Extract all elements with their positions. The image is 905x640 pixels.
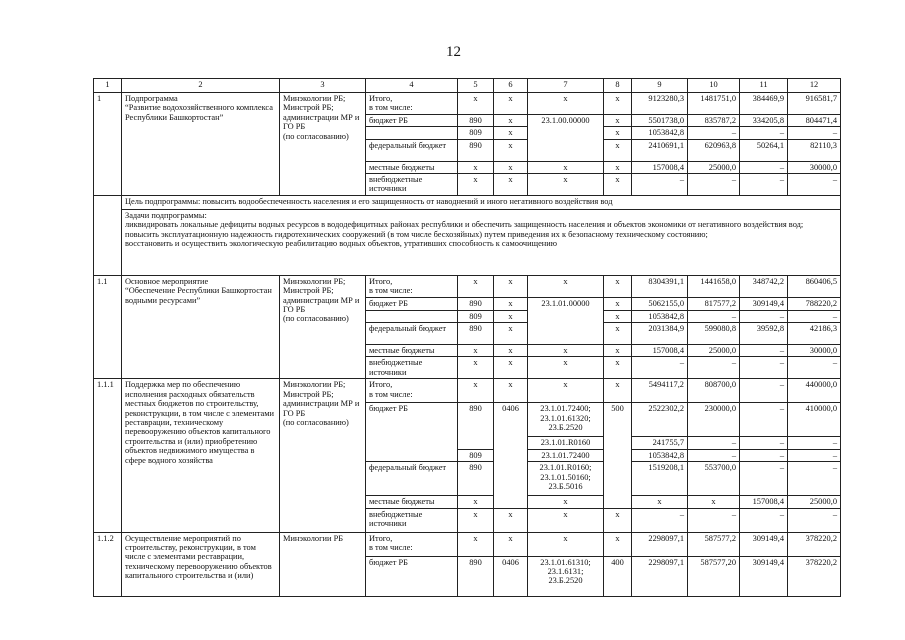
year-value: 309149,4 [740,532,788,556]
year-value: 8304391,1 [632,275,688,297]
code-cell: х [458,508,494,532]
year-value: 2522302,2 [632,403,688,437]
column-header: 6 [494,79,528,93]
code-cell: 890 [458,556,494,596]
year-value: – [740,462,788,496]
expense-type-cell: х [604,345,632,357]
expense-type-cell: х [604,161,632,173]
year-value: 1053842,8 [632,310,688,322]
section-cell: х [494,297,528,310]
target-article-cell: х [528,275,604,297]
year-value: 42186,3 [788,323,841,345]
funding-source: Итого, в том числе: [366,275,458,297]
year-value: – [740,345,788,357]
year-value: – [788,174,841,196]
table-row [94,93,841,115]
code-cell: х [528,496,604,508]
year-value: 599080,8 [688,323,740,345]
item-executor: Минэкологии РБ; Минстрой РБ; администрации МР и ГО РБ (по согласованию) [280,93,366,196]
year-value: 2031384,9 [632,323,688,345]
section-cell: х [494,310,528,322]
item-number: 1.1.1 [94,379,122,532]
expense-type-cell: х [604,93,632,115]
target-article-cell: х [528,93,604,115]
section-cell: х [494,139,528,161]
funding-source: внебюджетные источники [366,357,458,379]
section-cell: х [494,161,528,173]
grbs-cell: 890 [458,462,494,496]
column-header: 2 [122,79,280,93]
year-value: 860406,5 [788,275,841,297]
header-row [94,79,841,93]
year-value: 835787,2 [688,114,740,126]
code-cell: х [458,496,494,508]
target-article-cell: 23.1.01.R0160; 23.1.01.50160; 23.Б.5016 [528,462,604,496]
expense-type-cell: х [604,323,632,345]
year-value: 1441658,0 [688,275,740,297]
year-value: 309149,4 [740,297,788,310]
target-article-cell: х [528,174,604,196]
column-header: 1 [94,79,122,93]
grbs-cell: х [458,345,494,357]
funding-source: местные бюджеты [366,345,458,357]
code-cell: 400 [604,556,632,596]
year-value: 82110,3 [788,139,841,161]
section-cell: 0406 [494,403,528,508]
year-value: – [788,437,841,449]
funding-source: федеральный бюджет [366,139,458,161]
item-name: Поддержка мер по обеспечению исполнения расходных обязательств местных бюджетов по строительству, реконструкции, в том числе с элементами реставрации, техническому перевооружению объектов капитального строительства и (или) приобретению объектов недвижимого имущества в сфере водного хозяйства [122,379,280,532]
grbs-cell: х [458,161,494,173]
column-header: 12 [788,79,841,93]
funding-source: бюджет РБ [366,556,458,596]
column-header: 10 [688,79,740,93]
year-value: 50264,1 [740,139,788,161]
year-value: – [688,127,740,139]
grbs-cell: 890 [458,297,494,310]
code-cell: х [604,532,632,556]
section-cell: х [494,93,528,115]
year-value: 2298097,1 [632,532,688,556]
code-cell: х [604,379,632,403]
year-value: 25000,0 [688,345,740,357]
funding-source: Итого, в том числе: [366,532,458,556]
table-row [94,275,841,297]
funding-source: федеральный бюджет [366,462,458,496]
item-number: 1 [94,93,122,196]
funding-source: федеральный бюджет [366,323,458,345]
year-value: 309149,4 [740,556,788,596]
year-value: – [740,174,788,196]
year-value: – [788,462,841,496]
year-value: 378220,2 [788,532,841,556]
code-cell: х [528,379,604,403]
funding-source: внебюджетные источники [366,174,458,196]
expense-type-cell: х [604,310,632,322]
year-value: 1053842,8 [632,127,688,139]
code-cell: х [688,496,740,508]
year-value: – [632,174,688,196]
year-value: 230000,0 [688,403,740,437]
year-value: 157008,4 [632,345,688,357]
year-value: – [740,508,788,532]
year-value: 348742,2 [740,275,788,297]
code-cell: х [494,379,528,403]
code-cell: х [458,379,494,403]
year-value: – [788,127,841,139]
year-value: 157008,4 [632,161,688,173]
year-value: 25000,0 [788,496,841,508]
target-article-cell: 23.1.01.72400 [528,449,604,461]
expense-type-cell: х [604,127,632,139]
column-header: 3 [280,79,366,93]
year-value: 587577,20 [688,556,740,596]
year-value: 2298097,1 [632,556,688,596]
table-row [94,379,841,403]
funding-source: Итого, в том числе: [366,379,458,403]
column-header: 4 [366,79,458,93]
funding-source: местные бюджеты [366,496,458,508]
subprogram-goal: Цель подпрограммы: повысить водообеспеченность населения и его защищенность от наводнений и иного негативного воздействия вод [122,195,841,209]
year-value: 440000,0 [788,379,841,403]
year-value: 5494117,2 [632,379,688,403]
year-value: 25000,0 [688,161,740,173]
target-article-cell: 23.1.01.00000 [528,297,604,344]
funding-source: бюджет РБ [366,403,458,462]
year-value: – [740,310,788,322]
year-value: 384469,9 [740,93,788,115]
year-value: 39592,8 [740,323,788,345]
year-value: – [740,403,788,437]
column-header: 7 [528,79,604,93]
table-row [94,532,841,556]
grbs-cell: 890 [458,403,494,449]
page-number: 12 [446,44,461,60]
subprogram-tasks: Задачи подпрограммы: ликвидировать локальные дефициты водных ресурсов в вододефицитных районах республики и обеспечить защищенность населения и объектов экономики от негативного воздействия вод; повысить эксплуатационную надежность гидротехнических сооружений (в том числе бесхозяйных) путем приведения их к безопасному техническому состоянию; восстановить и осуществить экологическую реабилитацию водных объектов, утративших способность к самоочищению [122,209,841,275]
goal-row [94,195,841,209]
tasks-row [94,209,841,275]
grbs-cell: 890 [458,114,494,126]
year-value: 788220,2 [788,297,841,310]
code-cell: х [632,496,688,508]
year-value: – [632,508,688,532]
item-executor: Минэкологии РБ; Минстрой РБ; администрации МР и ГО РБ (по согласованию) [280,379,366,532]
grbs-cell: х [458,357,494,379]
grbs-cell: 809 [458,449,494,461]
year-value: – [688,357,740,379]
grbs-cell: 890 [458,323,494,345]
year-value: – [788,310,841,322]
year-value: 916581,7 [788,93,841,115]
year-value: – [740,161,788,173]
year-value: – [688,174,740,196]
year-value: 553700,0 [688,462,740,496]
column-header: 5 [458,79,494,93]
expense-type-cell: х [604,139,632,161]
grbs-cell: 809 [458,310,494,322]
section-cell: х [494,114,528,126]
item-executor: Минэкологии РБ; Минстрой РБ; администрации МР и ГО РБ (по согласованию) [280,275,366,378]
expense-type-cell: 500 [604,403,632,508]
target-article-cell: 23.1.00.00000 [528,114,604,161]
grbs-cell: х [458,174,494,196]
expense-type-cell: х [604,114,632,126]
year-value: 808700,0 [688,379,740,403]
year-value: 2410691,1 [632,139,688,161]
code-cell: 23.1.01.61310; 23.1.6131; 23.Б.2520 [528,556,604,596]
year-value: 30000,0 [788,161,841,173]
year-value: 1519208,1 [632,462,688,496]
grbs-cell: 890 [458,139,494,161]
target-article-cell: х [528,357,604,379]
grbs-cell: х [458,93,494,115]
item-executor: Минэкологии РБ [280,532,366,596]
year-value: 620963,8 [688,139,740,161]
expense-type-cell: х [604,174,632,196]
year-value: – [788,449,841,461]
year-value: – [740,437,788,449]
year-value: 9123280,3 [632,93,688,115]
year-value: – [740,127,788,139]
item-name: Подпрограмма “Развитие водохозяйственного комплекса Республики Башкортостан” [122,93,280,196]
item-name: Осуществление мероприятий по строительству, реконструкции, в том числе с элементами реставрации, техническому перевооружению объектов капитального строительства и (или) [122,532,280,596]
funding-source: Итого, в том числе: [366,93,458,115]
code-cell: х [528,532,604,556]
code-cell: х [458,532,494,556]
column-header: 11 [740,79,788,93]
year-value: 804471,4 [788,114,841,126]
section-cell: х [494,275,528,297]
year-value: 157008,4 [740,496,788,508]
target-article-cell: 23.1.01.72400; 23.1.01.61320; 23.Б.2520 [528,403,604,437]
target-article-cell: х [528,345,604,357]
year-value: – [740,449,788,461]
section-cell: х [494,357,528,379]
year-value: – [740,379,788,403]
column-header: 9 [632,79,688,93]
year-value: 587577,2 [688,532,740,556]
budget-table [93,78,841,597]
funding-source: местные бюджеты [366,161,458,173]
code-cell: х [604,508,632,532]
year-value: – [788,357,841,379]
year-value: – [740,357,788,379]
item-name: Основное мероприятие “Обеспечение Республики Башкортостан водными ресурсами” [122,275,280,378]
year-value: 5501738,0 [632,114,688,126]
year-value: 30000,0 [788,345,841,357]
year-value: 378220,2 [788,556,841,596]
goal-spacer [94,195,122,275]
expense-type-cell: х [604,297,632,310]
item-number: 1.1 [94,275,122,378]
code-cell: х [528,508,604,532]
target-article-cell: х [528,161,604,173]
year-value: – [688,310,740,322]
section-cell: х [494,345,528,357]
year-value: – [788,508,841,532]
year-value: 5062155,0 [632,297,688,310]
funding-source: внебюджетные источники [366,508,458,532]
year-value: 817577,2 [688,297,740,310]
section-cell: х [494,127,528,139]
column-header: 8 [604,79,632,93]
expense-type-cell: х [604,275,632,297]
year-value: 241755,7 [632,437,688,449]
section-cell: х [494,323,528,345]
year-value: – [632,357,688,379]
grbs-cell: 809 [458,127,494,139]
funding-source: бюджет РБ [366,297,458,310]
expense-type-cell: х [604,357,632,379]
grbs-cell: х [458,275,494,297]
code-cell: 0406 [494,556,528,596]
funding-source [366,127,458,139]
year-value: – [688,449,740,461]
target-article-cell: 23.1.01.R0160 [528,437,604,449]
year-value: 334205,8 [740,114,788,126]
year-value: 1481751,0 [688,93,740,115]
item-number: 1.1.2 [94,532,122,596]
section-cell: х [494,174,528,196]
year-value: 1053842,8 [632,449,688,461]
code-cell: х [494,508,528,532]
funding-source [366,310,458,322]
year-value: 410000,0 [788,403,841,437]
year-value: – [688,437,740,449]
code-cell: х [494,532,528,556]
funding-source: бюджет РБ [366,114,458,126]
year-value: – [688,508,740,532]
